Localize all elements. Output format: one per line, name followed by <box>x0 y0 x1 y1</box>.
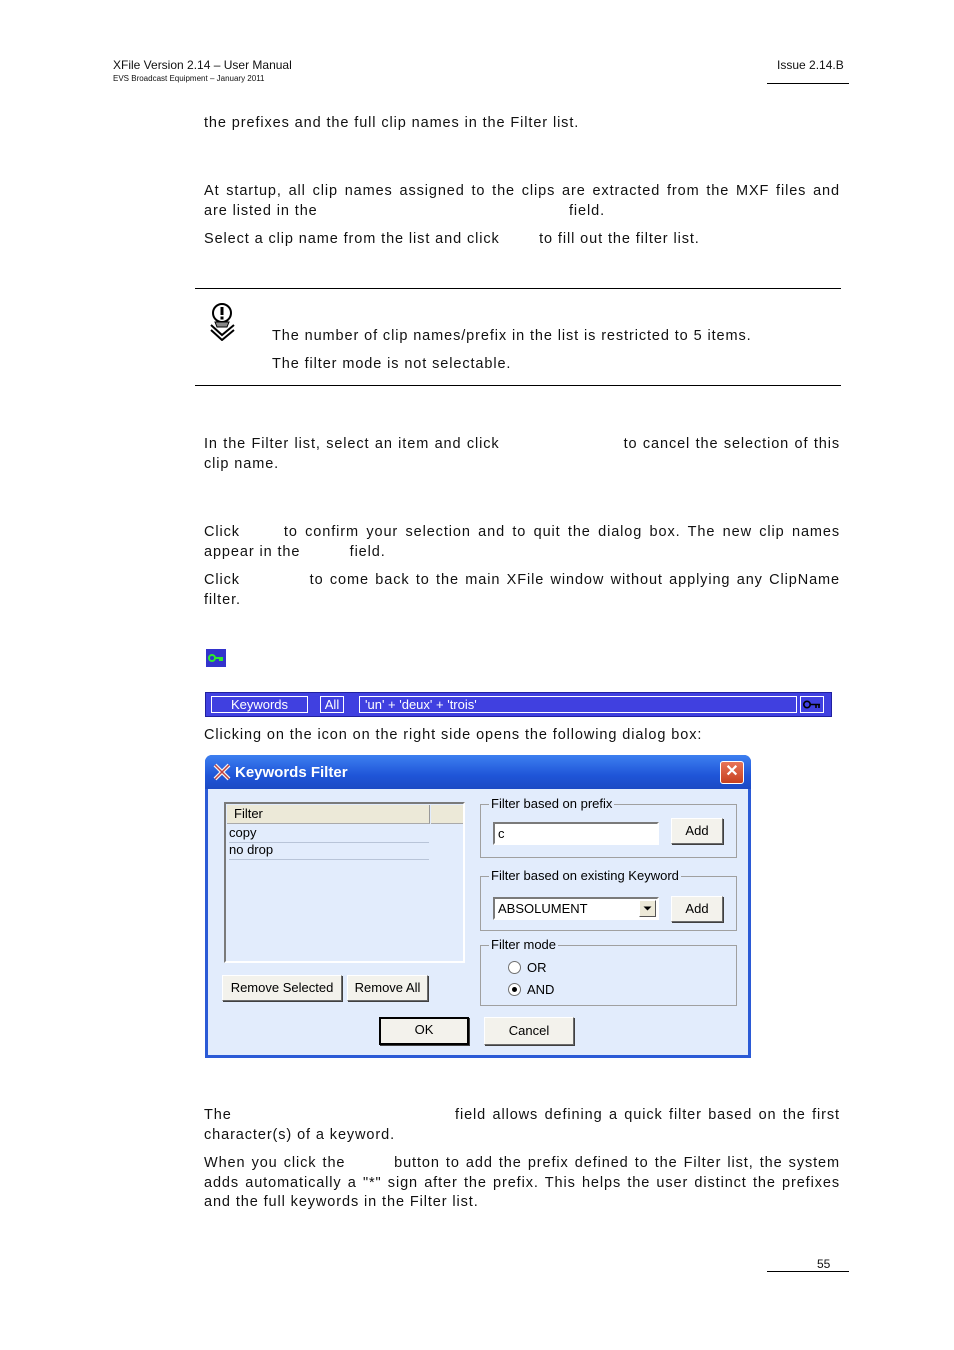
filter-mode-group-label: Filter mode <box>491 937 557 952</box>
document-subtitle: EVS Broadcast Equipment – January 2011 <box>113 74 265 83</box>
dialog-title: Keywords Filter <box>235 764 348 781</box>
close-icon: ✕ <box>725 763 739 780</box>
paragraph-cancel: Click to come back to the main XFile window without applying any ClipName filter. <box>204 572 845 608</box>
keyword-select[interactable] <box>493 897 659 920</box>
mode-or-label: OR <box>527 960 547 975</box>
filter-list-header-extra <box>431 805 463 824</box>
keywords-filter-value: 'un' + 'deux' + 'trois' <box>359 696 797 713</box>
remove-all-button[interactable]: Remove All <box>347 975 428 1001</box>
key-icon <box>206 649 226 667</box>
list-item[interactable]: no drop <box>229 842 429 860</box>
keywords-filter-bar <box>205 692 832 717</box>
dialog-app-icon <box>213 763 231 786</box>
prefix-input[interactable]: c <box>493 822 659 845</box>
keywords-label: Keywords <box>211 696 308 713</box>
paragraph-remove-selected: In the Filter list, select an item and click to cancel the selection of this clip name. <box>204 436 845 472</box>
filter-list-header[interactable]: Filter <box>227 805 430 824</box>
close-button[interactable] <box>720 761 744 784</box>
keyword-filter-key-button[interactable] <box>800 696 824 713</box>
paragraph-ok: Click to confirm your selection and to quit the dialog box. The new clip names appear in the field. <box>204 524 845 560</box>
note-hand-icon <box>206 301 240 346</box>
ok-button[interactable]: OK <box>379 1017 469 1045</box>
mode-and-radio[interactable] <box>508 983 521 996</box>
paragraph-startup: At startup, all clip names assigned to the clips are extracted from the MXF files and are listed in the field. <box>204 183 845 219</box>
keyword-group-label: Filter based on existing Keyword <box>491 868 679 883</box>
dialog-client-area <box>208 789 748 1055</box>
chevron-down-icon[interactable] <box>639 900 656 917</box>
footer-rule <box>767 1271 849 1272</box>
note-text-restriction: The number of clip names/prefix in the list is restricted to 5 items. <box>272 328 752 344</box>
paragraph-prefix-note: the prefixes and the full clip names in the Filter list. <box>204 115 580 131</box>
note-text-mode: The filter mode is not selectable. <box>272 356 512 372</box>
header-rule <box>767 83 849 84</box>
note-rule-top <box>195 288 841 289</box>
all-toggle[interactable]: All <box>320 696 344 713</box>
page-number: 55 <box>817 1257 831 1271</box>
add-keyword-button[interactable]: Add <box>671 896 723 922</box>
filter-list[interactable] <box>224 802 465 963</box>
paragraph-prefix-field: The field allows defining a quick filter based on the first character(s) of a keyword. <box>204 1107 845 1143</box>
prefix-group <box>480 796 737 858</box>
keyword-select-value: ABSOLUMENT <box>498 901 588 916</box>
add-prefix-button[interactable]: Add <box>671 818 723 844</box>
paragraph-icon-opens: Clicking on the icon on the right side opens the following dialog box: <box>204 727 703 743</box>
paragraph-select-clip: Select a clip name from the list and click to fill out the filter list. <box>204 231 700 247</box>
filter-mode-group <box>480 937 737 1006</box>
mode-and-label: AND <box>527 982 555 997</box>
paragraph-add-button: When you click the button to add the prefix defined to the Filter list, the system adds automatically a "*" sign after the prefix. This helps the user distinct the prefixes and the full keywords in the Filter list. <box>204 1155 845 1210</box>
dialog-titlebar[interactable] <box>205 755 751 789</box>
issue-label: Issue 2.14.B <box>777 58 844 72</box>
keywords-filter-dialog <box>205 755 751 1058</box>
document-title: XFile Version 2.14 – User Manual <box>113 58 292 72</box>
prefix-group-label: Filter based on prefix <box>491 796 613 811</box>
keyword-group <box>480 868 737 931</box>
list-item[interactable]: copy <box>229 825 429 843</box>
mode-or-radio[interactable] <box>508 961 521 974</box>
cancel-button[interactable]: Cancel <box>484 1017 574 1045</box>
note-rule-bottom <box>195 385 841 386</box>
remove-selected-button[interactable]: Remove Selected <box>222 975 342 1001</box>
